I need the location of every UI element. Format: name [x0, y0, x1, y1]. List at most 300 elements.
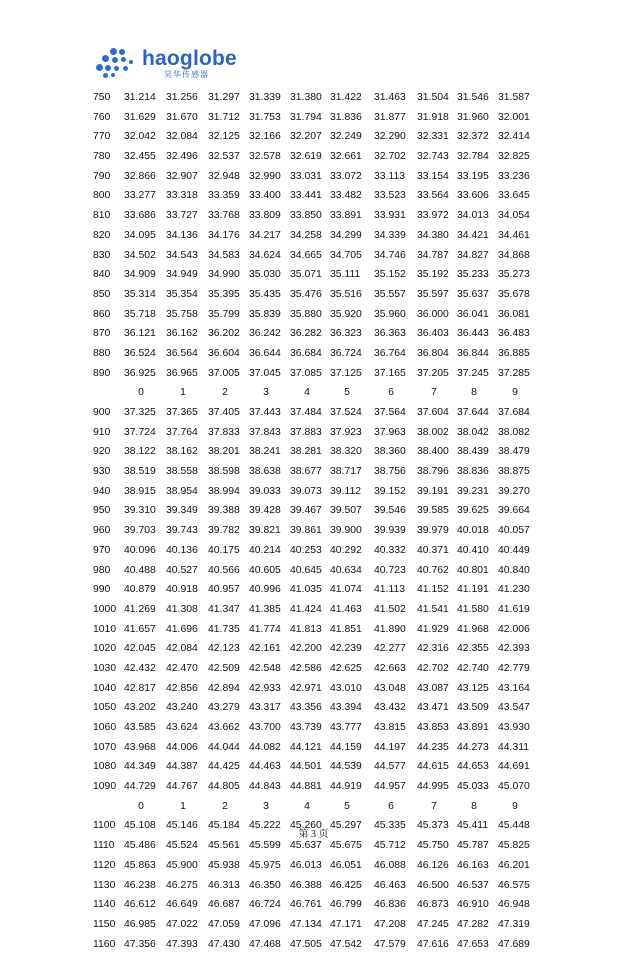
table-cell: 37.644 [457, 407, 489, 418]
row-label: 830 [93, 249, 111, 261]
table-cell: 39.112 [330, 485, 362, 497]
table-cell: 44.653 [457, 761, 489, 773]
table-cell: 46.126 [417, 859, 449, 871]
table-cell: 40.566 [208, 564, 240, 576]
table-cell: 46.649 [166, 899, 198, 911]
row-label: 800 [93, 190, 111, 202]
table-cell: 44.957 [374, 781, 406, 793]
table-cell: 40.605 [249, 564, 281, 576]
table-cell: 47.393 [166, 938, 198, 950]
table-row [93, 364, 540, 384]
table-cell: 37.245 [457, 367, 489, 379]
table-cell: 46.313 [208, 879, 240, 891]
table-cell: 31.877 [374, 111, 406, 123]
table-cell: 39.310 [124, 505, 156, 517]
table-cell: 39.861 [290, 525, 322, 537]
table-cell: 38.002 [417, 426, 449, 438]
column-header: 0 [138, 800, 144, 812]
table-cell: 44.995 [417, 781, 449, 793]
table-cell: 38.836 [457, 466, 489, 478]
table-cell: 33.891 [330, 210, 362, 222]
table-cell: 33.727 [166, 210, 198, 222]
row-label: 960 [93, 525, 111, 537]
table-cell: 35.960 [374, 308, 406, 320]
table-cell: 46.836 [374, 899, 406, 911]
table-cell: 37.843 [249, 426, 281, 438]
table-cell: 47.689 [498, 938, 530, 950]
table-cell: 45.297 [330, 820, 362, 832]
table-cell: 33.768 [208, 210, 240, 222]
row-label: 1160 [93, 938, 116, 950]
table-cell: 35.111 [330, 269, 361, 281]
table-cell: 35.233 [457, 269, 489, 281]
table-cell: 45.825 [498, 840, 530, 852]
table-cell: 44.919 [330, 781, 362, 793]
table-cell: 40.018 [457, 525, 489, 537]
table-row [93, 679, 540, 699]
table-cell: 40.996 [249, 584, 281, 596]
row-label: 890 [93, 367, 111, 379]
table-cell: 41.113 [374, 584, 406, 596]
table-cell: 32.907 [166, 170, 198, 182]
table-cell: 37.564 [374, 407, 406, 418]
table-cell: 44.463 [249, 761, 281, 773]
table-cell: 43.509 [457, 702, 489, 714]
table-cell: 46.500 [417, 879, 449, 891]
table-cell: 40.214 [249, 544, 281, 556]
table-cell: 39.349 [166, 505, 198, 517]
table-cell: 46.873 [417, 899, 449, 911]
table-cell: 35.071 [290, 269, 322, 281]
table-cell: 39.782 [208, 525, 240, 537]
table-cell: 41.890 [374, 623, 406, 635]
table-row [93, 856, 540, 876]
table-cell: 41.929 [417, 623, 449, 635]
table-cell: 44.197 [374, 741, 406, 753]
table-cell: 43.432 [374, 702, 406, 714]
table-cell: 39.743 [166, 525, 198, 537]
table-cell: 43.547 [498, 702, 530, 714]
table-cell: 42.509 [208, 662, 240, 674]
row-label: 850 [93, 288, 111, 300]
table-cell: 42.856 [166, 682, 198, 694]
table-cell: 37.165 [374, 367, 406, 379]
table-cell: 32.619 [290, 151, 322, 163]
table-cell: 39.152 [374, 485, 406, 497]
table-cell: 46.013 [290, 859, 322, 871]
column-header: 8 [471, 387, 477, 399]
table-cell: 42.316 [417, 643, 449, 655]
column-header-row [93, 383, 540, 403]
table-cell: 44.159 [330, 741, 362, 753]
table-cell: 35.920 [330, 308, 362, 320]
table-cell: 38.082 [498, 426, 530, 438]
table-cell: 35.395 [208, 288, 240, 300]
table-cell: 47.096 [249, 918, 281, 930]
table-cell: 37.604 [417, 407, 449, 418]
column-header: 1 [180, 800, 186, 812]
table-row [93, 403, 540, 423]
column-header-row [93, 797, 540, 817]
row-label: 1130 [93, 879, 116, 891]
table-row [93, 915, 540, 935]
table-cell: 40.057 [498, 525, 530, 537]
table-row [93, 324, 540, 344]
table-cell: 37.524 [330, 407, 362, 418]
table-row [93, 738, 540, 758]
table-cell: 40.762 [417, 564, 449, 576]
table-cell: 44.805 [208, 781, 240, 793]
table-cell: 44.729 [124, 781, 156, 793]
table-cell: 45.411 [457, 820, 489, 832]
table-cell: 35.030 [249, 269, 281, 281]
table-cell: 42.393 [498, 643, 530, 655]
table-cell: 45.938 [208, 859, 240, 871]
table-cell: 42.123 [208, 643, 240, 655]
table-cell: 46.687 [208, 899, 240, 911]
table-cell: 45.561 [208, 840, 240, 852]
table-cell: 45.448 [498, 820, 530, 832]
table-cell: 35.839 [249, 308, 281, 320]
table-cell: 38.717 [330, 466, 362, 478]
table-cell: 33.154 [417, 170, 449, 182]
table-row [93, 482, 540, 502]
table-cell: 32.084 [166, 131, 198, 143]
table-cell: 40.096 [124, 544, 156, 556]
table-cell: 33.606 [457, 190, 489, 202]
table-cell: 40.449 [498, 544, 530, 556]
table-cell: 43.394 [330, 702, 362, 714]
table-cell: 43.202 [124, 702, 156, 714]
table-cell: 33.318 [166, 190, 198, 202]
table-cell: 43.279 [208, 702, 240, 714]
table-cell: 37.443 [249, 407, 281, 418]
table-row [93, 186, 540, 206]
table-row [93, 285, 540, 305]
table-row [93, 127, 540, 147]
row-label: 1090 [93, 781, 117, 793]
column-header: 2 [222, 387, 228, 399]
table-row [93, 580, 540, 600]
table-cell: 32.166 [249, 131, 281, 143]
row-label: 1040 [93, 682, 117, 694]
table-row [93, 620, 540, 640]
table-cell: 36.403 [417, 328, 449, 340]
row-label: 940 [93, 485, 111, 497]
table-row [93, 108, 540, 128]
table-cell: 44.767 [166, 781, 198, 793]
column-header: 0 [138, 387, 144, 399]
brand-subtitle: 昊华传感器 [164, 70, 209, 79]
table-cell: 37.085 [290, 367, 322, 379]
table-cell: 37.764 [166, 426, 198, 438]
table-cell: 31.546 [457, 92, 489, 103]
table-cell: 43.662 [208, 722, 240, 733]
page-number: 第 3 页 [298, 829, 329, 840]
table-cell: 34.299 [330, 229, 362, 241]
table-cell: 36.724 [330, 347, 362, 359]
table-cell: 32.372 [457, 131, 489, 143]
table-cell: 36.041 [457, 308, 489, 320]
table-cell: 42.933 [249, 682, 281, 694]
table-row [93, 698, 540, 718]
column-header: 5 [344, 387, 350, 399]
table-cell: 37.285 [498, 367, 530, 379]
table-cell: 47.653 [457, 938, 489, 950]
row-label: 1060 [93, 722, 117, 733]
table-cell: 43.471 [417, 702, 449, 714]
row-label: 1120 [93, 859, 116, 871]
table-cell: 47.208 [374, 918, 406, 930]
table-row [93, 167, 540, 187]
table-cell: 45.900 [166, 859, 198, 871]
table-cell: 43.585 [124, 722, 156, 733]
table-cell: 40.634 [330, 564, 362, 576]
table-cell: 35.152 [374, 269, 406, 281]
table-cell: 45.712 [374, 840, 406, 852]
table-cell: 36.684 [290, 347, 322, 359]
table-cell: 34.868 [498, 249, 530, 261]
table-cell: 42.894 [208, 682, 240, 694]
table-cell: 40.645 [290, 564, 322, 576]
table-cell: 34.990 [208, 269, 240, 281]
table-row [93, 541, 540, 561]
table-cell: 38.519 [124, 466, 156, 478]
table-cell: 42.239 [330, 643, 362, 655]
table-cell: 41.269 [124, 603, 156, 615]
table-cell: 45.637 [290, 840, 322, 852]
table-cell: 43.777 [330, 722, 362, 733]
table-cell: 46.163 [457, 859, 489, 871]
table-cell: 39.428 [249, 505, 281, 517]
table-cell: 44.387 [166, 761, 198, 773]
table-cell: 31.339 [249, 92, 281, 103]
table-cell: 38.558 [166, 466, 198, 478]
table-cell: 45.184 [208, 820, 240, 832]
table-cell: 40.410 [457, 544, 489, 556]
table-cell: 47.059 [208, 918, 240, 930]
table-cell: 40.723 [374, 564, 406, 576]
table-cell: 41.035 [290, 584, 322, 596]
table-cell: 34.380 [417, 229, 449, 241]
table-row [93, 501, 540, 521]
table-cell: 32.290 [374, 131, 406, 143]
table-cell: 46.948 [498, 899, 530, 911]
table-cell: 42.548 [249, 662, 281, 674]
table-cell: 38.439 [457, 446, 489, 458]
table-cell: 42.740 [457, 662, 489, 674]
table-cell: 41.385 [249, 603, 281, 615]
table-cell: 45.750 [417, 840, 449, 852]
table-cell: 33.236 [498, 170, 530, 182]
table-cell: 31.256 [166, 92, 198, 103]
table-cell: 39.664 [498, 505, 530, 517]
row-label: 880 [93, 347, 111, 359]
table-cell: 36.443 [457, 328, 489, 340]
row-label: 1030 [93, 662, 117, 674]
column-header: 3 [263, 800, 269, 812]
table-cell: 36.965 [166, 367, 198, 379]
table-cell: 32.661 [330, 151, 362, 163]
table-cell: 44.843 [249, 781, 281, 793]
table-cell: 38.320 [330, 446, 362, 458]
table-cell: 43.853 [417, 722, 449, 733]
table-cell: 38.042 [457, 426, 489, 438]
table-cell: 47.282 [457, 918, 489, 930]
table-cell: 39.231 [457, 485, 489, 497]
table-cell: 46.985 [124, 918, 156, 930]
table-cell: 34.624 [249, 249, 281, 261]
row-label: 770 [93, 131, 111, 143]
table-cell: 45.033 [457, 781, 489, 793]
table-cell: 45.260 [290, 820, 322, 832]
table-cell: 31.753 [249, 111, 281, 123]
column-header: 4 [304, 387, 310, 399]
table-row [93, 147, 540, 167]
table-cell: 44.425 [208, 761, 240, 773]
table-cell: 32.001 [498, 111, 530, 123]
table-cell: 35.799 [208, 308, 240, 320]
table-cell: 38.598 [208, 466, 240, 478]
table-row [93, 265, 540, 285]
table-cell: 42.161 [249, 643, 281, 655]
table-cell: 43.815 [374, 722, 406, 733]
table-cell: 33.850 [290, 210, 322, 222]
table-cell: 45.975 [249, 859, 281, 871]
table-cell: 36.282 [290, 328, 322, 340]
table-cell: 38.201 [208, 446, 240, 458]
table-row [93, 935, 540, 954]
table-row [93, 206, 540, 226]
row-label: 1000 [93, 603, 117, 615]
table-cell: 33.031 [290, 170, 322, 182]
table-cell: 39.033 [249, 485, 281, 497]
table-cell: 34.909 [124, 269, 156, 281]
table-cell: 34.258 [290, 229, 322, 241]
row-label: 1150 [93, 918, 116, 930]
table-cell: 38.875 [498, 466, 530, 478]
table-cell: 42.470 [166, 662, 198, 674]
table-cell: 41.541 [417, 603, 449, 615]
table-cell: 37.484 [290, 407, 322, 418]
table-cell: 45.524 [166, 840, 198, 852]
table-cell: 45.070 [498, 781, 530, 793]
table-cell: 46.275 [166, 879, 198, 891]
table-cell: 47.022 [166, 918, 198, 930]
table-cell: 34.217 [249, 229, 281, 241]
row-label: 920 [93, 446, 111, 458]
table-cell: 43.087 [417, 682, 449, 694]
table-cell: 31.587 [498, 92, 530, 103]
table-cell: 35.718 [124, 308, 156, 320]
table-cell: 42.200 [290, 643, 322, 655]
table-cell: 34.705 [330, 249, 362, 261]
table-cell: 46.537 [457, 879, 489, 891]
table-cell: 44.235 [417, 741, 449, 753]
row-label: 1080 [93, 761, 117, 773]
table-cell: 42.084 [166, 643, 198, 655]
table-cell: 43.164 [498, 682, 530, 694]
table-cell: 33.441 [290, 190, 322, 202]
table-row [93, 600, 540, 620]
table-cell: 31.463 [374, 92, 406, 103]
table-cell: 39.191 [417, 485, 449, 497]
table-cell: 39.507 [330, 505, 362, 517]
table-cell: 40.292 [330, 544, 362, 556]
table-cell: 34.787 [417, 249, 449, 261]
column-header: 1 [180, 387, 186, 399]
table-row [93, 423, 540, 443]
row-label: 870 [93, 328, 111, 340]
table-cell: 40.136 [166, 544, 198, 556]
table-cell: 34.583 [208, 249, 240, 261]
table-cell: 45.222 [249, 820, 281, 832]
table-cell: 42.277 [374, 643, 406, 655]
table-cell: 41.230 [498, 584, 530, 596]
table-cell: 33.523 [374, 190, 406, 202]
brand-logo [96, 48, 237, 82]
table-cell: 41.774 [249, 623, 281, 635]
table-cell: 47.356 [124, 938, 156, 950]
table-cell: 32.496 [166, 151, 198, 163]
table-cell: 39.546 [374, 505, 406, 517]
table-row [93, 442, 540, 462]
table-cell: 47.579 [374, 938, 406, 950]
table-cell: 44.311 [498, 741, 530, 753]
table-cell: 31.629 [124, 111, 156, 123]
table-cell: 40.527 [166, 564, 198, 576]
table-cell: 39.703 [124, 525, 156, 537]
row-label: 780 [93, 151, 111, 163]
table-row [93, 895, 540, 915]
table-cell: 36.483 [498, 328, 530, 340]
table-cell: 39.467 [290, 505, 322, 517]
table-cell: 47.542 [330, 938, 362, 950]
table-cell: 42.432 [124, 662, 156, 674]
row-label: 1100 [93, 820, 116, 832]
table-cell: 31.670 [166, 111, 198, 123]
table-cell: 36.524 [124, 347, 156, 359]
table-cell: 41.735 [208, 623, 240, 635]
table-cell: 46.724 [249, 899, 281, 911]
table-row [93, 226, 540, 246]
table-cell: 43.317 [249, 702, 281, 714]
table-cell: 36.644 [249, 347, 281, 359]
table-cell: 36.604 [208, 347, 240, 359]
table-cell: 46.575 [498, 879, 530, 891]
table-cell: 46.463 [374, 879, 406, 891]
table-cell: 33.972 [417, 210, 449, 222]
table-cell: 33.195 [457, 170, 489, 182]
table-cell: 46.201 [498, 859, 530, 871]
column-header: 5 [344, 800, 350, 812]
table-cell: 43.891 [457, 722, 489, 733]
table-cell: 36.764 [374, 347, 406, 359]
table-cell: 37.325 [124, 407, 156, 418]
table-row [93, 639, 540, 659]
table-row [93, 88, 540, 108]
table-cell: 34.136 [166, 229, 198, 241]
table-cell: 35.880 [290, 308, 322, 320]
table-cell: 32.125 [208, 131, 240, 143]
table-cell: 41.968 [457, 623, 489, 635]
column-header: 9 [512, 800, 518, 812]
table-cell: 45.787 [457, 840, 489, 852]
table-cell: 44.691 [498, 761, 530, 773]
table-cell: 31.836 [330, 111, 362, 123]
table-cell: 35.314 [124, 288, 156, 300]
table-cell: 43.930 [498, 722, 530, 733]
